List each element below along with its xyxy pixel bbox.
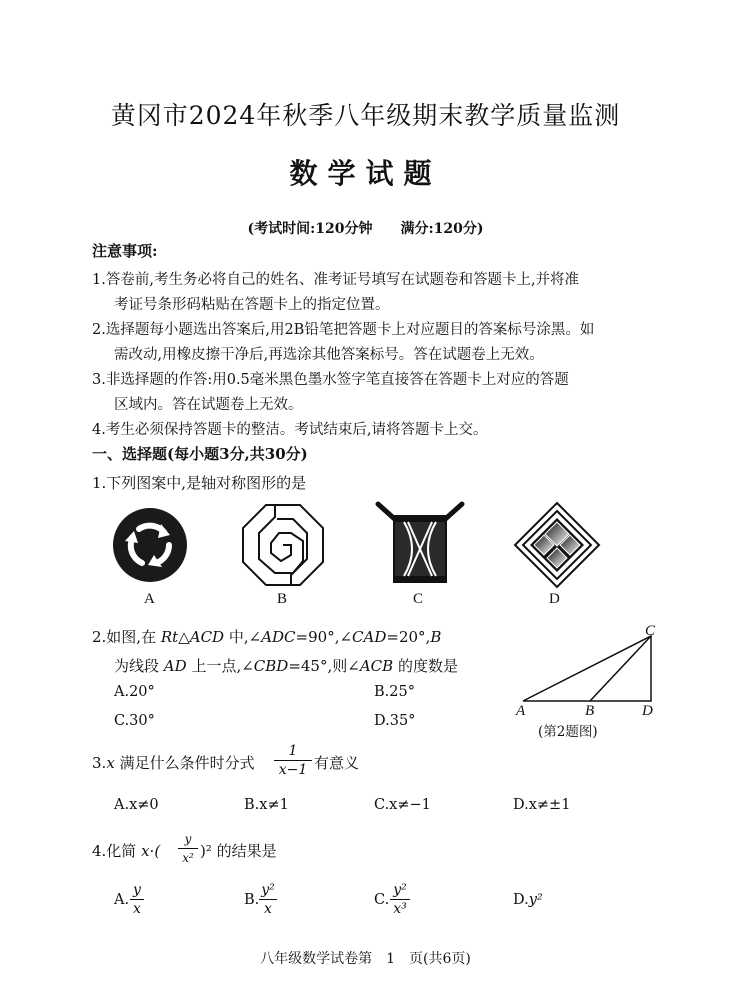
q4-option-a-fraction xyxy=(130,882,144,917)
note-2-line-2: 需改动,用橡皮擦干净后,再选涂其他答案标号。答在试题卷上无效。 xyxy=(114,347,544,363)
note-2-line-1: 2.选择题每小题选出答案后,用2B铅笔把答题卡上对应题目的答案标号涂黑。如 xyxy=(92,322,595,338)
q4-fraction-denominator: x² xyxy=(182,851,194,865)
q4-option-b-numerator: y² xyxy=(261,882,275,898)
q4-option-c-fraction xyxy=(390,882,410,917)
q4-option-a-bar xyxy=(130,899,144,900)
q2-text: 2.如图,在 xyxy=(92,628,157,646)
q4-fraction-numerator: y xyxy=(184,832,192,846)
q1-stem: 1.下列图案中,是轴对称图形的是 xyxy=(92,474,307,492)
q3-option-a: A.x≠0 xyxy=(114,797,159,813)
q3-fraction-denominator: x−1 xyxy=(278,762,308,778)
note-4-line-1: 4.考生必须保持答题卡的整洁。考试结束后,请将答题卡上交。 xyxy=(92,422,488,438)
exam-title: 黄冈市2024年秋季八年级期末教学质量监测 xyxy=(110,101,621,130)
q2-text: =45°,则∠ xyxy=(288,657,360,675)
q4-option-a-denominator: x xyxy=(133,901,141,917)
q2-label-d: D xyxy=(642,703,653,719)
q4-option-d-letter: D. xyxy=(513,892,529,908)
q1-figure-b-octagon-spiral-icon xyxy=(241,503,325,587)
q2-label-b: B xyxy=(585,703,595,719)
q4-stem-suffix xyxy=(200,840,277,861)
q2-triangle: Rt△ACD xyxy=(160,628,225,646)
q2-text: =90°,∠ xyxy=(295,628,353,646)
q4-option-c-denominator: x³ xyxy=(393,901,407,917)
q2-text: 为线段 xyxy=(114,657,160,675)
q3-fraction-bar xyxy=(274,760,312,761)
q3-text: 满足什么条件时分式 xyxy=(119,754,255,772)
note-1-line-2: 考证号条形码粘贴在答题卡上的指定位置。 xyxy=(114,297,390,313)
q4-text: 的结果是 xyxy=(216,842,277,860)
q4-option-b-denominator: x xyxy=(264,901,272,917)
q4-option-c-bar xyxy=(390,899,410,900)
q2-stem-line-1 xyxy=(92,626,441,647)
q2-text: 中,∠ xyxy=(228,628,262,646)
exam-info: (考试时间:120分钟 满分:120分) xyxy=(247,221,484,237)
note-1-line-1: 1.答卷前,考生务必将自己的姓名、准考证号填写在试题卷和答题卡上,并将准 xyxy=(92,272,580,288)
q4-expr-close: )² xyxy=(200,842,212,860)
q2-point-b: B xyxy=(430,628,442,646)
note-3-line-2: 区域内。答在试题卷上无效。 xyxy=(114,397,303,413)
q1-figure-c-drum-icon xyxy=(374,502,466,586)
q2-figure-caption: (第2题图) xyxy=(538,724,598,740)
q1-figure-a-roundabout-icon xyxy=(112,507,188,583)
q3-stem-suffix: 有意义 xyxy=(314,754,360,772)
q4-option-c-letter: C. xyxy=(374,892,390,908)
q2-angle-acb: ACB xyxy=(359,657,394,675)
q2-text: 的度数是 xyxy=(397,657,458,675)
q4-option-a-numerator: y xyxy=(133,882,141,898)
q3-option-b: B.x≠1 xyxy=(244,797,289,813)
q2-option-c: C.30° xyxy=(114,713,155,729)
q3-option-d: D.x≠±1 xyxy=(513,797,571,813)
q3-fraction-numerator: 1 xyxy=(288,743,298,759)
q2-angle-cbd: CBD xyxy=(253,657,289,675)
q2-triangle-figure xyxy=(515,628,665,708)
q1-figure-d-diamond-pattern-icon xyxy=(514,502,600,588)
q4-fraction xyxy=(178,831,198,866)
note-3-line-1: 3.非选择题的作答:用0.5毫米黑色墨水签字笔直接答在答题卡上对应的答题 xyxy=(92,372,569,388)
q4-expr-x: x·( xyxy=(141,842,161,860)
q4-option-b-bar xyxy=(259,899,277,900)
q1-label-c: C xyxy=(413,591,424,607)
notes-heading: 注意事项: xyxy=(92,242,158,260)
q4-stem-prefix xyxy=(92,840,160,861)
q3-variable-x: x xyxy=(106,754,115,772)
q2-option-d: D.35° xyxy=(374,713,416,729)
q2-label-a: A xyxy=(516,703,526,719)
q2-text: 上一点,∠ xyxy=(191,657,254,675)
q2-angle-cad: CAD xyxy=(352,628,387,646)
q3-option-c: C.x≠−1 xyxy=(374,797,431,813)
q3-fraction xyxy=(274,743,312,778)
q4-option-c-numerator: y² xyxy=(393,882,407,898)
q4-text: 4.化简 xyxy=(92,842,137,860)
q2-option-b: B.25° xyxy=(374,684,415,700)
paper-subtitle: 数学试题 xyxy=(289,157,442,190)
q2-angle-adc: ADC xyxy=(261,628,296,646)
q4-option-b-fraction xyxy=(259,882,277,917)
q1-label-d: D xyxy=(549,591,560,607)
q2-label-c: C xyxy=(645,623,656,639)
q4-option-b-letter: B. xyxy=(244,892,260,908)
q4-option-d xyxy=(513,892,543,908)
q3-text: 3. xyxy=(92,754,107,772)
q2-option-a: A.20° xyxy=(114,684,155,700)
q2-segment-ad: AD xyxy=(163,657,187,675)
q4-option-d-expr: y² xyxy=(528,892,543,908)
q2-stem-line-2 xyxy=(114,655,458,676)
q2-text: =20°, xyxy=(386,628,431,646)
q4-option-a-letter: A. xyxy=(114,892,130,908)
q1-label-b: B xyxy=(277,591,288,607)
q3-stem xyxy=(92,752,255,773)
q1-label-a: A xyxy=(144,591,155,607)
section-1-heading: 一、选择题(每小题3分,共30分) xyxy=(92,445,308,463)
page-footer: 八年级数学试卷第 1 页(共6页) xyxy=(260,951,471,967)
q4-fraction-bar xyxy=(178,848,198,849)
